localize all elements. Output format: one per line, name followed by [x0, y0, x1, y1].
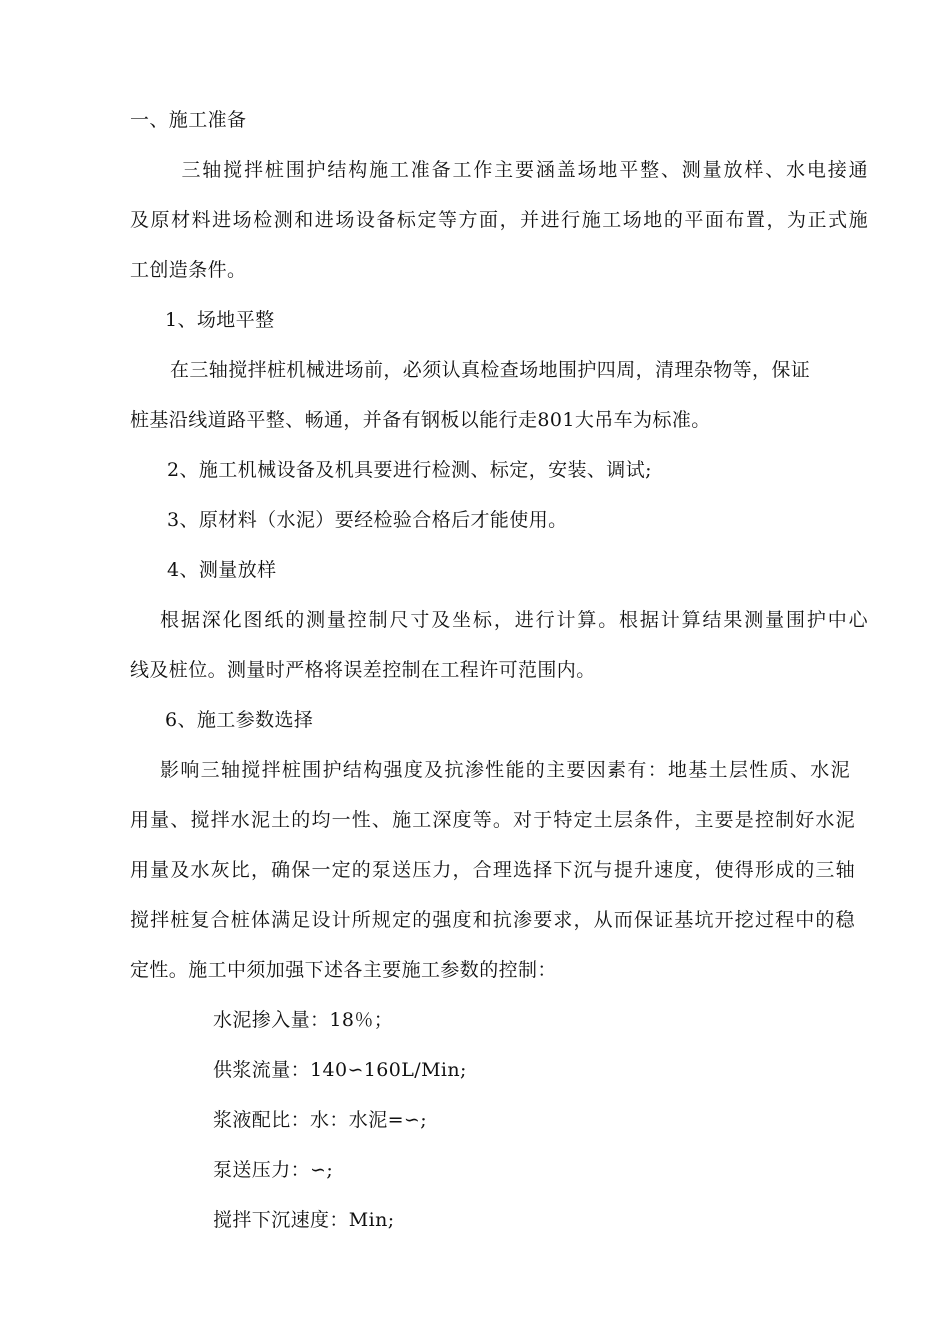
param-slurry-flow: 供浆流量：140∽160L/Min;	[213, 1059, 467, 1081]
section-title: 一、施工准备	[130, 109, 247, 131]
item-6-line-3: 用量及水灰比，确保一定的泵送压力，合理选择下沉与提升速度，使得形成的三轴	[130, 859, 855, 881]
item-1-heading: 1、场地平整	[165, 309, 275, 331]
item-1-line-1: 在三轴搅拌桩机械进场前，必须认真检查场地围护四周，清理杂物等，保证	[170, 359, 811, 381]
item-6-line-4: 搅拌桩复合桩体满足设计所规定的强度和抗渗要求，从而保证基坑开挖过程中的稳	[130, 909, 855, 931]
param-slurry-mix: 浆液配比：水：水泥=∽;	[213, 1109, 428, 1131]
item-1-line-2: 桩基沿线道路平整、畅通，并备有钢板以能行走801大吊车为标准。	[130, 409, 711, 431]
param-cement-ratio: 水泥掺入量：18％；	[213, 1009, 394, 1031]
param-sink-speed: 搅拌下沉速度：Min;	[213, 1209, 395, 1231]
intro-line-3: 工创造条件。	[130, 259, 247, 281]
item-6-heading: 6、施工参数选择	[165, 709, 314, 731]
item-4-line-2: 线及桩位。测量时严格将误差控制在工程许可范围内。	[130, 659, 596, 681]
item-3-text: 3、原材料（水泥）要经检验合格后才能使用。	[167, 509, 568, 531]
item-6-line-2: 用量、搅拌水泥土的均一性、施工深度等。对于特定土层条件，主要是控制好水泥	[130, 809, 855, 831]
item-6-line-5: 定性。施工中须加强下述各主要施工参数的控制：	[130, 959, 557, 981]
intro-line-2: 及原材料进场检测和进场设备标定等方面，并进行施工场地的平面布置，为正式施	[130, 209, 868, 231]
param-pump-pressure: 泵送压力：∽;	[213, 1159, 334, 1181]
item-4-line-1: 根据深化图纸的测量控制尺寸及坐标，进行计算。根据计算结果测量围护中心	[160, 609, 868, 631]
item-4-heading: 4、测量放样	[167, 559, 277, 581]
item-2-text: 2、施工机械设备及机具要进行检测、标定，安装、调试;	[167, 459, 652, 481]
item-6-line-1: 影响三轴搅拌桩围护结构强度及抗渗性能的主要因素有：地基土层性质、水泥	[160, 759, 850, 781]
intro-line-1: 三轴搅拌桩围护结构施工准备工作主要涵盖场地平整、测量放样、水电接通	[180, 159, 868, 181]
